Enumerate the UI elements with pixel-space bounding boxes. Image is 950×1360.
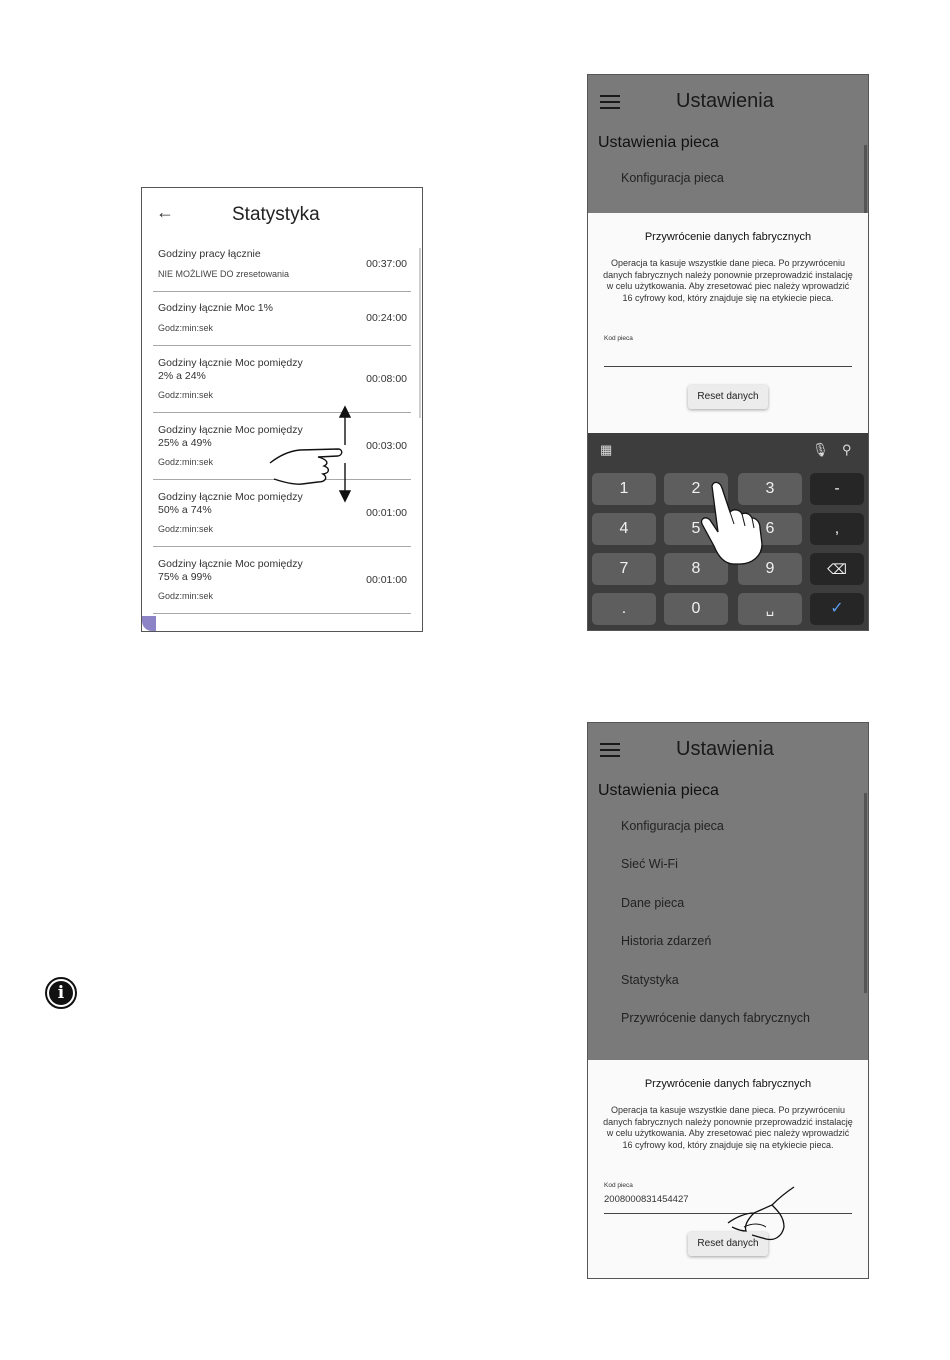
key-0[interactable]: 0 [664, 593, 728, 625]
stat-row [153, 241, 411, 292]
menu-item-event-history[interactable]: Historia zdarzeń [621, 934, 712, 948]
stat-value: 00:08:00 [366, 373, 407, 385]
page-title: Ustawienia [676, 90, 774, 112]
stat-subtitle: Godz:min:sek [158, 591, 214, 601]
dialog-title: Przywrócenie danych fabrycznych [644, 1078, 812, 1090]
field-label: Kod pieca [604, 335, 633, 342]
stat-subtitle: NIE MOŻLIWE DO zresetowania [158, 269, 290, 279]
factory-reset-dialog [588, 1060, 868, 1278]
grid-icon[interactable]: ▦ [600, 442, 613, 457]
menu-item-stove-config[interactable]: Konfiguracja pieca [621, 819, 724, 833]
section-title: Ustawienia pieca [598, 782, 719, 799]
stat-row [153, 292, 411, 346]
scroll-gesture-icon [268, 405, 358, 505]
stat-value: 00:24:00 [366, 312, 407, 324]
stat-subtitle: Godz:min:sek [158, 524, 214, 534]
stat-row [153, 346, 411, 413]
dialog-title: Przywrócenie danych fabrycznych [644, 231, 812, 243]
stat-row [153, 547, 411, 614]
stat-value: 00:01:00 [366, 507, 407, 519]
section-title: Ustawienia pieca [598, 134, 719, 151]
menu-item-stove-data[interactable]: Dane pieca [621, 896, 685, 910]
stat-label: Godziny łącznie Moc pomiędzy 2% a 24% [158, 357, 303, 382]
key-2[interactable]: 2 [664, 473, 728, 505]
key-period[interactable]: . [592, 593, 656, 625]
reset-data-button[interactable]: Reset danych [688, 1232, 768, 1256]
key-minus[interactable]: - [810, 473, 864, 505]
menu-item-stove-config[interactable]: Konfiguracja pieca [621, 171, 724, 185]
dialog-body: Operacja ta kasuje wszystkie dane pieca. Po przywróceniu danych fabrycznych należy ponownie przeprowadzić instalację w celu użytkowania. Aby zresetować piec należy wprowadzić 16 cyfrowy kod, który znajduje się na etykiecie pieca. [603, 1105, 853, 1150]
page-title: Ustawienia [676, 738, 774, 760]
stat-value: 00:37:00 [366, 258, 407, 270]
key-5[interactable]: 5 [664, 513, 728, 545]
tap-gesture-icon [722, 1183, 802, 1243]
space-key[interactable]: ␣ [738, 593, 802, 625]
key-4[interactable]: 4 [592, 513, 656, 545]
stat-subtitle: Godz:min:sek [158, 390, 214, 400]
back-arrow-icon[interactable]: ← [156, 202, 174, 222]
key-8[interactable]: 8 [664, 553, 728, 585]
scrollbar[interactable] [864, 793, 867, 993]
stat-subtitle: Godz:min:sek [158, 323, 214, 333]
hamburger-menu-icon[interactable] [600, 743, 620, 761]
dialog-body: Operacja ta kasuje wszystkie dane pieca. Po przywróceniu danych fabrycznych należy ponownie przeprowadzić instalację w celu użytkowania. Aby zresetować piec należy wprowadzić 16 cyfrowy kod, który znajduje się na etykiecie pieca. [603, 258, 853, 303]
key-6[interactable]: 6 [738, 513, 802, 545]
stove-code-input[interactable]: 2008000831454427 [604, 1194, 689, 1205]
info-icon: i [45, 977, 77, 1009]
microphone-icon[interactable]: 🎙 [812, 442, 829, 457]
stat-subtitle: Godz:min:sek [158, 457, 214, 467]
menu-item-wifi[interactable]: Sieć Wi-Fi [621, 857, 678, 871]
stat-label: Godziny łącznie Moc pomiędzy 50% a 74% [158, 491, 303, 516]
stat-value: 00:01:00 [366, 574, 407, 586]
key-7[interactable]: 7 [592, 553, 656, 585]
field-label: Kod pieca [604, 1182, 633, 1189]
hamburger-menu-icon[interactable] [600, 95, 620, 113]
key-9[interactable]: 9 [738, 553, 802, 585]
backspace-icon[interactable]: ⌫ [810, 553, 864, 585]
stove-code-input[interactable] [604, 366, 852, 367]
corner-accent [142, 616, 156, 631]
tap-gesture-icon [700, 478, 770, 568]
stat-label: Godziny łącznie Moc pomiędzy 75% a 99% [158, 558, 303, 583]
search-icon[interactable]: ⚲ [842, 442, 852, 457]
menu-item-factory-reset[interactable]: Przywrócenie danych fabrycznych [621, 1011, 810, 1025]
stat-label: Godziny pracy łącznie [158, 248, 261, 260]
key-3[interactable]: 3 [738, 473, 802, 505]
stat-value: 00:03:00 [366, 440, 407, 452]
stat-label: Godziny łącznie Moc pomiędzy 25% a 49% [158, 424, 303, 449]
stat-label: Godziny łącznie Moc 1% [158, 302, 273, 314]
scrollbar[interactable] [419, 248, 421, 418]
factory-reset-dialog [588, 213, 868, 433]
reset-data-button[interactable]: Reset danych [688, 385, 768, 409]
key-1[interactable]: 1 [592, 473, 656, 505]
menu-item-statistics[interactable]: Statystyka [621, 973, 679, 987]
confirm-check-icon[interactable]: ✓ [810, 593, 864, 625]
key-comma[interactable]: , [810, 513, 864, 545]
page-title: Statystyka [232, 204, 320, 225]
